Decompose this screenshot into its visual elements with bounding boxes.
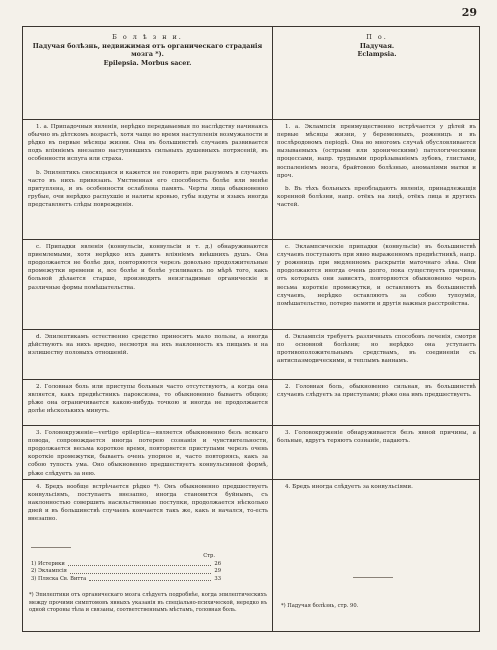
row-left-cell: [28, 483, 268, 535]
row-left-cell: [28, 123, 268, 235]
contents-item-page: 26: [214, 560, 221, 567]
leader-dots: [68, 561, 212, 567]
list-item: [31, 576, 221, 584]
paragraph: d. Эпилептикамъ естественно средство приносятъ мало пользы, а иногда дѣйствуютъ на нихъ вредно, несмотря на ихъ наклонность къ пищамъ и на излишеству половыхъ отношеній.: [28, 334, 268, 357]
table-row: [23, 425, 479, 480]
table-row: [23, 479, 479, 537]
row-right-cell: [277, 483, 476, 535]
leader-dots: [89, 576, 211, 582]
right-footnote: *) Падучая болѣзнь, стр. 90.: [281, 603, 359, 609]
row-right-cell: [277, 243, 476, 327]
separator-rule: [31, 547, 71, 548]
notes-area: [23, 537, 479, 631]
list-item: [31, 568, 221, 576]
contents-item-name: 1) Истерики: [31, 560, 65, 567]
paragraph: 4. Бредъ иногда слѣдуетъ за конвульсіями.: [285, 484, 413, 490]
contents-item-page: 33: [214, 575, 221, 582]
table-row: [23, 379, 479, 426]
header-left-latin: Epilepsia. Morbus sacer.: [103, 58, 192, 67]
paragraph: 2. Головная боль, обыкновенно сильная, въ большинствѣ случаевъ слѣдуетъ за приступами; рѣже она имъ предшествуетъ.: [277, 384, 476, 399]
contents-item-name: 2) Эклампсія: [31, 568, 67, 575]
header-right-title: Падучая.: [359, 41, 395, 50]
paragraph: 3. Головокруженіе—vertigo epileptica—является обыкновенно безъ всякаго повода, сопровождается иногда потерею сознанія и чувствительности, продолжается весьма короткое время, повторяется приступами черезъ очень короткіе промежутки, бываетъ очень упорное и, часто повторяясь, какъ за собою тупость ума. Оно обыкновенно предшествуетъ конвульсивной формѣ, рѣже слѣдуетъ за нею.: [28, 430, 268, 477]
table-header: [23, 27, 479, 120]
header-left-letter: Б о л ѣ з н и.: [112, 33, 183, 41]
table-row: [23, 329, 479, 380]
page-number: 29: [461, 6, 477, 19]
contents-item-page: 29: [214, 568, 221, 575]
leader-dots: [70, 568, 211, 574]
header-right-latin: Eclampsia.: [357, 50, 397, 59]
list-item: [31, 561, 221, 569]
table-row: [23, 119, 479, 240]
contents-list: [31, 553, 221, 583]
contents-item-name: 3) Пляска Св. Витта: [31, 575, 87, 582]
header-left-title: Падучая болѣзнь, недвижимая отъ органическаго страданія мозга *).: [32, 41, 263, 59]
document-table: [22, 26, 480, 632]
row-left-cell: [28, 429, 268, 477]
paragraph: c. Припадки явленія (конвульсіи, конвульсіи и т. д.) обнаруживаются приемлемыми, хотя нерѣдко ихъ давитъ вліяніемъ внѣшнихъ душъ. Она продолжается не болѣе дня, повторяются черезъ довольно продолжительные промежутки времени и, все болѣе и болѣе усиливаясь по мѣрѣ того, какъ больной дѣлается старше, производятъ неизгладимые органическіе и различные формы помѣшательства.: [28, 244, 268, 291]
row-right-cell: [277, 383, 476, 423]
footnote: *) Эпилептики отъ органическаго мозга слѣдуетъ подробнѣе, когда эпилептическихъ между прочими симптомовъ явныхъ указанія въ спеціально-психической, нередко въ одной стороны тѣла и связаны, соответственнымъ мѣстамъ, головная боль.: [29, 592, 267, 614]
paragraph: с. Эклампсическіе припадки (конвульсіи) въ большинствѣ случаевъ поступаютъ при явно выраженномъ предвѣстникѣ, напр. у рожениць при медленномъ раскрытіи маточнаго зѣва. Они продолжаются иногда очень долго, пока существуетъ причина, отъ которыхъ они зависятъ, повторяются обыкновенно черезъ весьма короткіе промежутки, и оставляютъ въ большинствѣ случаевъ, нерѣдко оставляютъ за собою тупоумія, помѣшательство, потерю памяти и другія важныя расстройства.: [277, 244, 476, 307]
paragraph: 4. Бредъ вообще встрѣчается рѣдко *). Онъ обыкновенно предшествуетъ конвульсіямъ, поступаетъ внезапно, иногда становится буйнымъ, съ наклонностью совершить насильственные поступки, продолжается нѣсколько дней и въ большинствѣ случаевъ кончается такъ же, какъ и начался, то-есть внезапно.: [28, 484, 268, 523]
paragraph: 3. Головокруженіе обнаруживается безъ явной причины, а больные, вдругъ теряютъ сознаніе, падаютъ.: [277, 430, 476, 445]
header-right: [273, 33, 481, 59]
contents-head: Стр.: [203, 553, 215, 559]
row-right-cell: [277, 123, 476, 235]
paragraph: 2. Головная боль или приступы больныя часто отсутствуютъ, а когда она является, какъ предвѣстникъ пароксизма, то обыкновенно бываетъ общею; рѣже она ограничивается какою-нибудь точкою и иногда не продолжается долѣе нѣсколькихъ минутъ.: [28, 384, 268, 415]
paragraph: b. Въ тѣхъ больныхъ преобладаютъ явленія, принадлежащія коренной болѣзни, напр. отёкъ на лицѣ, отёкъ лица и другихъ частей.: [277, 185, 476, 208]
separator-rule: [353, 577, 393, 578]
row-left-cell: [28, 383, 268, 423]
paragraph: b. Эпилептикъ сносящаяся и кажется не говоритъ при разумомъ в случаяхъ часто въ нихъ привязанъ. Умственная его способность болѣе или менѣе притуплена, и въ особенности ослаблена память. Черты лица обыкновенно грубые, очи нерѣдко распухшіе и налиты кровью, губы вздуты и языкъ иногда представляетъ слѣды поврежденія.: [28, 169, 268, 208]
table-row: [23, 239, 479, 330]
header-left: [23, 33, 272, 68]
header-right-letter: П о.: [366, 33, 388, 41]
row-right-cell: [277, 429, 476, 477]
row-right-cell: [277, 333, 476, 377]
paragraph: d. Эклампсія требуетъ различныхъ способовъ леченія, смотря по основной болѣзни; но нерѣдко она уступаетъ противоположительнымъ средствамъ, въ соединеніи съ антиспазмодическими, и теплымъ ваннамъ.: [277, 334, 476, 365]
row-left-cell: [28, 333, 268, 377]
row-left-cell: [28, 243, 268, 327]
paragraph: 1. а. Эклампсія преимущественно встрѣчается у дѣтей въ первые мѣсяцы жизни, у беременныхъ, роженицъ и въ послѣродовомъ періодѣ. Она во многомъ случаѣ обусловливается вызываемыхъ (острыми или хроническими) патологическими процессами, напр. трудными прорѣзываніемъ зубовъ, глистами, воспаленіемъ мозга, брайтовою болѣзнью, аномаліями матки и проч.: [277, 124, 476, 179]
paragraph: 1. а. Припадочныя явленія, нерѣдко передаваемыя по наслѣдству начинаясь обычно въ дѣтскомъ возрастѣ, хотя чаще во время наступленія возмужалости и рѣдко въ первые мѣсяцы жизни. Она въ большинствѣ случаевъ развивается подъ вліяніемъ внезапно наступившихъ сильныхъ душевныхъ потрясеній, въ особенности испуга или страха.: [28, 124, 268, 163]
